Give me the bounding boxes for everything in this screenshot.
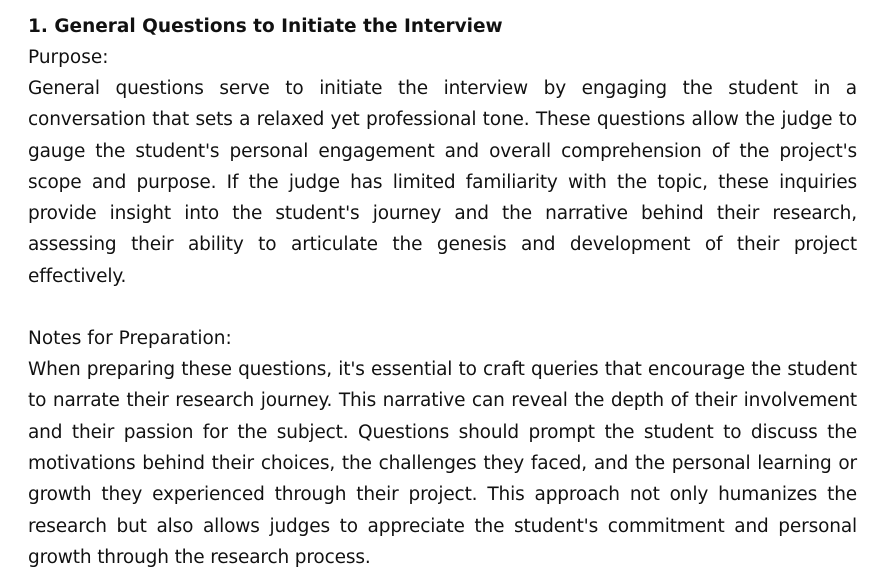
notes-paragraph: When preparing these questions, it's essential to craft queries that encourage the student to narrate their research journey. This narrative can reveal the depth of their involvement and their passion for the subject. Questions should prompt the student to discuss the motivations behind their choices, the challenges they faced, and the personal learning or growth they experienced through their project. This approach not only humanizes the research but also allows judges to appreciate the student's commitment and personal growth through the research process. [28,359,857,568]
document-body [28,12,857,573]
paragraph-spacer [28,292,857,323]
notes-label: Notes for Preparation: [28,328,232,350]
purpose-paragraph: General questions serve to initiate the interview by engaging the student in a conversation that sets a relaxed yet professional tone. These questions allow the judge to gauge the student's personal engagement and overall comprehension of the project's scope and purpose. If the judge has limited familiarity with the topic, these inquiries provide insight into the student's journey and the narrative behind their research, assessing their ability to articulate the genesis and development of their project effectively. [28,78,857,287]
purpose-label: Purpose: [28,47,109,68]
section-heading: 1. General Questions to Initiate the Interview [28,16,503,37]
